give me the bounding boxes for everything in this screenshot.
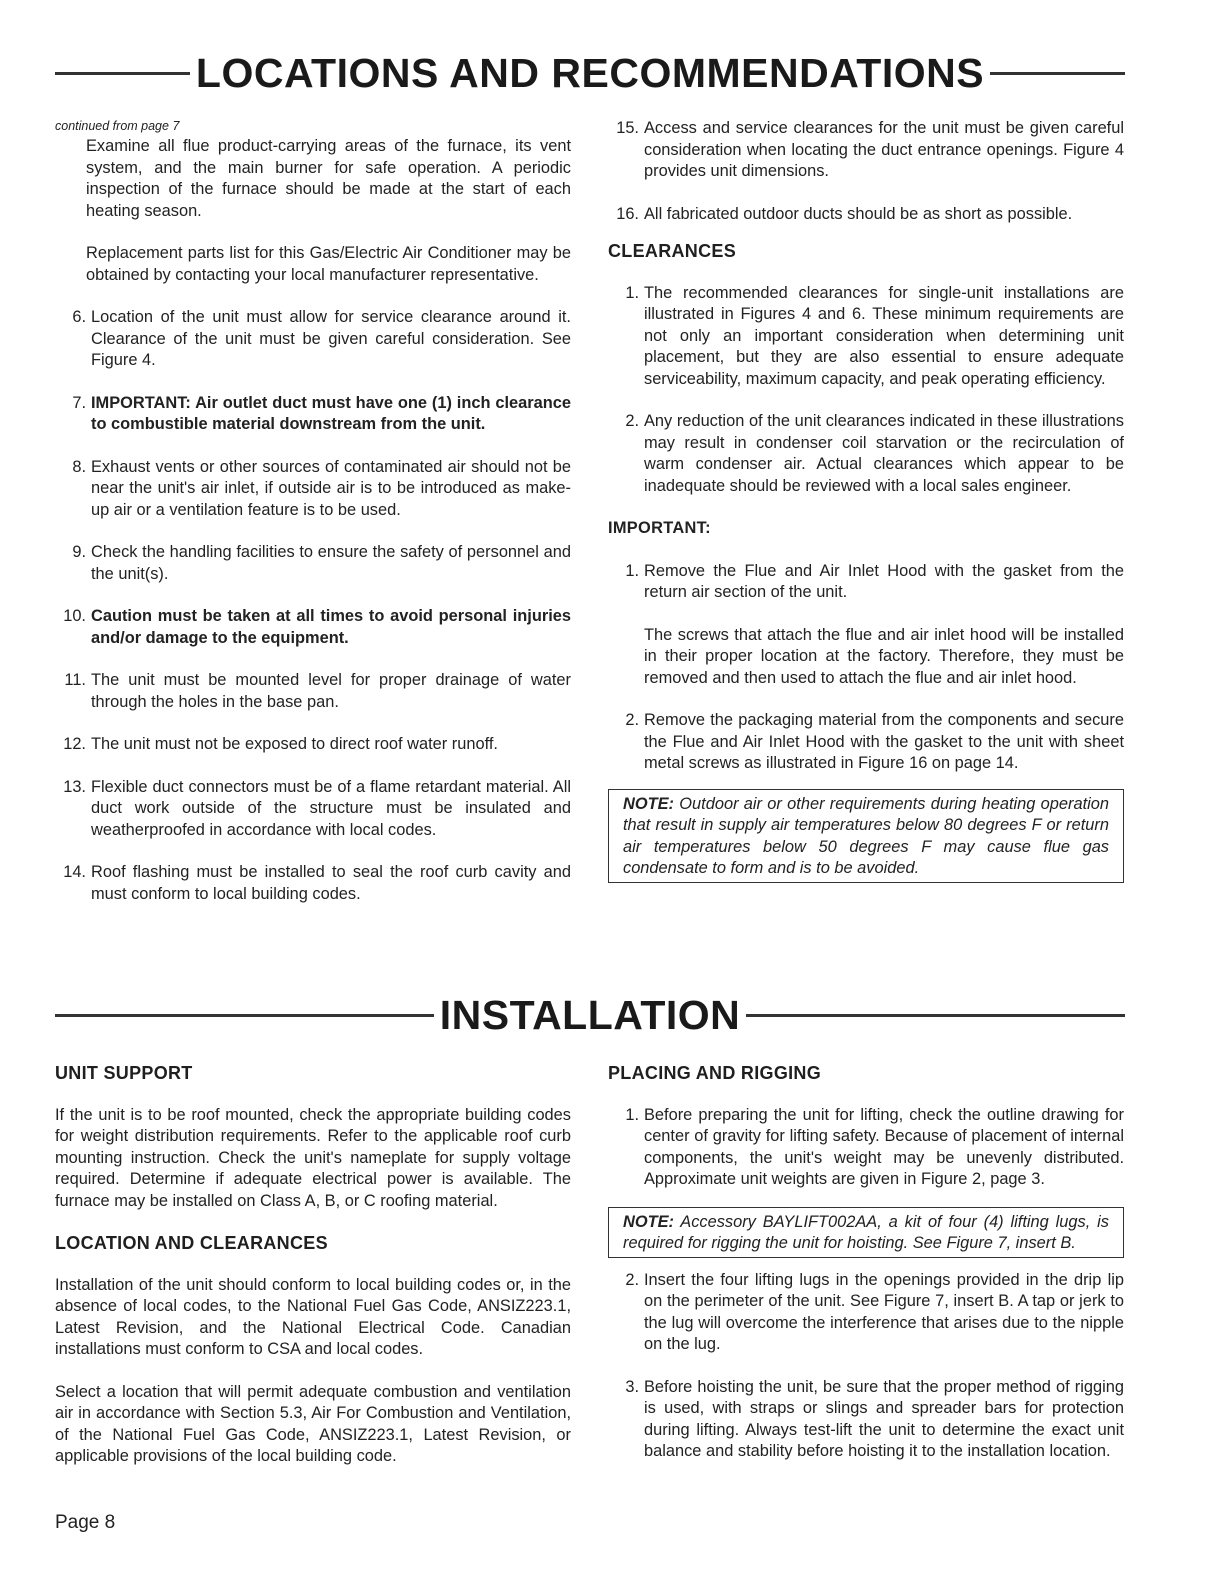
list-item	[55, 862, 571, 905]
continued-note: continued from page 7	[55, 119, 180, 133]
list-text: Check the handling facilities to ensure the safety of personnel and the unit(s).	[91, 543, 571, 583]
note-label: NOTE:	[623, 794, 674, 813]
page-number: Page 8	[55, 1512, 116, 1533]
list-number: 11.	[64, 671, 86, 689]
list-number: 9.	[72, 543, 86, 561]
list-number: 2.	[625, 412, 639, 430]
banner-rule-left	[55, 1014, 434, 1017]
section-banner-installation	[55, 992, 1125, 1039]
list-number: 7.	[72, 393, 86, 412]
list-item	[608, 1270, 1124, 1356]
paragraph-location-codes: Installation of the unit should conform to local building codes or, in the absence of local codes, to the National Fuel Gas Code, ANSIZ223.1, Latest Revision, and the National Electrical Code. Canadian installations must conform to CSA and local codes.	[55, 1275, 571, 1358]
list-text: Location of the unit must allow for service clearance around it. Clearance of the unit must be given careful consideration. See Figure 4.	[91, 308, 571, 369]
note-text: Outdoor air or other requirements during heating operation that result in supply air temperatures below 80 degrees F or return air temperatures below 50 degrees F may cause flue gas condensate to form and is to be avoided.	[623, 794, 1109, 877]
paragraph-replacement-parts: Replacement parts list for this Gas/Electric Air Conditioner may be obtained by contacting your local manufacturer representative.	[86, 244, 571, 284]
note-box-condensate	[608, 789, 1124, 883]
paragraph-location-ventilation: Select a location that will permit adequate combustion and ventilation air in accordance with Section 5.3, Air For Combustion and Ventilation, of the National Fuel Gas Code, ANSIZ223.1, Latest Revision, or applicable provisions of the local building code.	[55, 1382, 571, 1465]
list-text: Remove the packaging material from the components and secure the Flue and Air Inlet Hood with the gasket to the unit with sheet metal screws as illustrated in Figure 16 on page 14.	[644, 711, 1124, 772]
note-text: Accessory BAYLIFT002AA, a kit of four (4) lifting lugs, is required for rigging the unit for hoisting. See Figure 7, insert B.	[623, 1212, 1110, 1252]
list-item	[608, 561, 1124, 690]
heading-location-clearances: LOCATION AND CLEARANCES	[55, 1233, 328, 1253]
left-column-top	[55, 118, 571, 926]
list-text: The unit must not be exposed to direct roof water runoff.	[91, 735, 498, 753]
list-text: Exhaust vents or other sources of contaminated air should not be near the unit's air inlet, if outside air is to be introduced as make-up air or a ventilation feature is to be used.	[91, 457, 571, 519]
list-text: All fabricated outdoor ducts should be as short as possible.	[644, 204, 1073, 223]
paragraph-unit-support: If the unit is to be roof mounted, check the appropriate building codes for weight distribution requirements. Refer to the applicable roof curb mounting instruction. Check the unit's nameplate for supply voltage required. Determine if adequate electrical power is available. The furnace may be installed on Class A, B, or C roofing material.	[55, 1105, 571, 1210]
list-item	[608, 204, 1124, 226]
left-column-bottom	[55, 1063, 571, 1468]
list-item	[55, 670, 571, 713]
note-box-lifting-lugs	[608, 1207, 1124, 1258]
section-title-installation: INSTALLATION	[439, 992, 741, 1038]
list-number: 2.	[625, 1270, 639, 1289]
paragraph-flue-inspection: Examine all flue product-carrying areas of the furnace, its vent system, and the main burner for safe operation. A periodic inspection of the furnace should be made at the start of each heating season.	[86, 137, 571, 220]
list-item	[608, 411, 1124, 497]
list-text: Insert the four lifting lugs in the openings provided in the drip lip on the perimeter of the unit. See Figure 7, insert B. A tap or jerk to the lug will overcome the interference that arises due to the nipple on the lug.	[644, 1270, 1124, 1353]
list-item	[55, 457, 571, 522]
list-text: Before hoisting the unit, be sure that the proper method of rigging is used, with straps or slings and spreader bars for protection during lifting. Always test-lift the unit to determine the exact unit balance and stability before hoisting it to the installation location.	[644, 1377, 1124, 1460]
section-title-locations: LOCATIONS AND RECOMMENDATIONS	[195, 50, 985, 96]
banner-rule-left	[55, 72, 190, 75]
right-column-top	[608, 118, 1124, 903]
list-number: 1.	[625, 1105, 639, 1124]
list-item	[608, 283, 1124, 391]
heading-placing-rigging: PLACING AND RIGGING	[608, 1063, 822, 1083]
list-number: 8.	[72, 457, 86, 476]
list-text-important: IMPORTANT: Air outlet duct must have one (1) inch clearance to combustible material downstream from the unit.	[91, 393, 571, 433]
list-item	[55, 777, 571, 842]
list-number: 10.	[63, 607, 86, 625]
list-item	[55, 734, 571, 756]
list-item	[608, 710, 1124, 775]
list-number: 1.	[625, 561, 639, 580]
section-banner-locations	[55, 50, 1125, 97]
list-item	[55, 393, 571, 436]
banner-rule-right	[990, 72, 1125, 75]
heading-unit-support: UNIT SUPPORT	[55, 1063, 193, 1083]
list-subtext: The screws that attach the flue and air inlet hood will be installed in their proper location at the factory. Therefore, they must be removed and then used to attach the flue and air inlet hood.	[644, 625, 1124, 687]
list-item	[608, 1377, 1124, 1463]
list-text: Any reduction of the unit clearances indicated in these illustrations may result in condenser coil starvation or the recirculation of warm condenser air. Actual clearances which appear to be inadequate should be reviewed with a local sales engineer.	[644, 412, 1124, 495]
list-text: Roof flashing must be installed to seal the roof curb cavity and must conform to local building codes.	[91, 863, 571, 903]
list-number: 16.	[616, 204, 639, 223]
list-item	[608, 118, 1124, 183]
list-text: Access and service clearances for the unit must be given careful consideration when locating the duct entrance openings. Figure 4 provides unit dimensions.	[644, 119, 1124, 180]
list-text: Before preparing the unit for lifting, check the outline drawing for center of gravity for lifting safety. Because of placement of internal components, the unit's weight may be unevenly distributed. Approximate unit weights are given in Figure 2, page 3.	[644, 1105, 1124, 1188]
list-item	[55, 606, 571, 649]
list-text: The recommended clearances for single-unit installations are illustrated in Figures 4 and 6. These minimum requirements are not only an important consideration when determining unit placement, but they are also essential to ensure adequate serviceability, maximum capacity, and peak operating efficiency.	[644, 283, 1124, 388]
list-text: Flexible duct connectors must be of a flame retardant material. All duct work outside of the structure must be insulated and weatherproofed in accordance with local codes.	[91, 777, 571, 839]
right-column-bottom	[608, 1063, 1124, 1484]
list-number: 1.	[625, 283, 639, 302]
note-label: NOTE:	[623, 1212, 674, 1231]
list-number: 13.	[63, 777, 86, 796]
list-item	[608, 1105, 1124, 1191]
heading-clearances: CLEARANCES	[608, 241, 737, 261]
list-number: 2.	[625, 711, 639, 729]
list-item	[55, 307, 571, 372]
list-number: 12.	[63, 735, 86, 753]
list-number: 3.	[625, 1377, 639, 1396]
list-item-body	[639, 561, 1124, 690]
list-number: 15.	[616, 119, 639, 137]
list-text-caution: Caution must be taken at all times to avoid personal injuries and/or damage to the equipment.	[91, 607, 571, 647]
list-number: 14.	[63, 863, 86, 881]
heading-important: IMPORTANT:	[608, 519, 711, 537]
list-item	[55, 542, 571, 585]
banner-rule-right	[746, 1014, 1125, 1017]
list-number: 6.	[72, 308, 86, 326]
list-text: The unit must be mounted level for proper drainage of water through the holes in the base pan.	[91, 671, 571, 711]
list-text: Remove the Flue and Air Inlet Hood with the gasket from the return air section of the unit.	[644, 561, 1124, 601]
